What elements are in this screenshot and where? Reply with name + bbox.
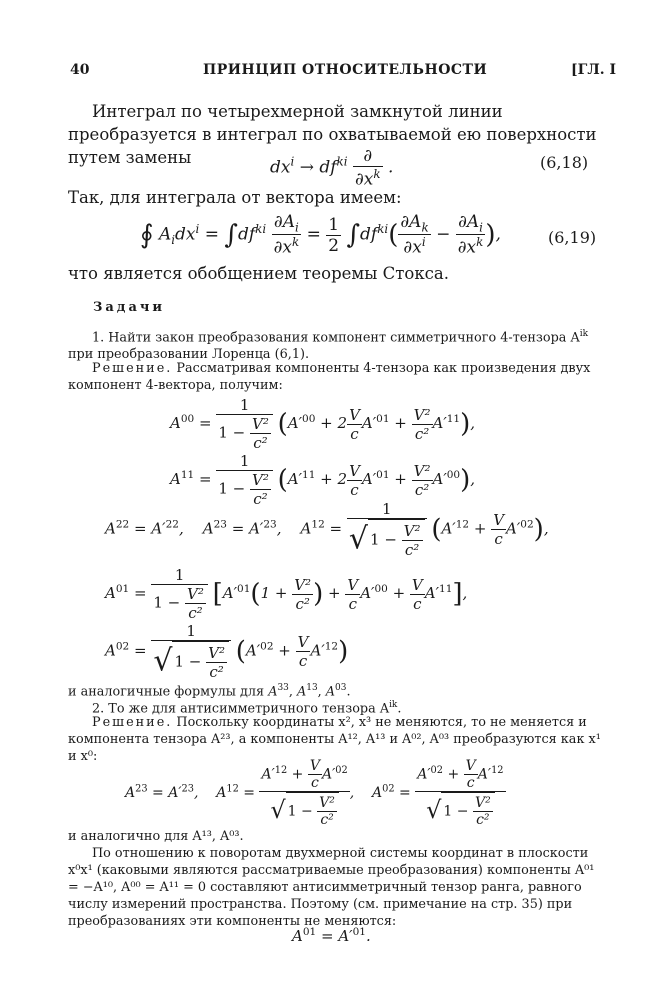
page-number: 40: [70, 62, 90, 78]
problem-2-text: 2. То же для антисимметричного тензора A: [92, 701, 390, 717]
formula-antisymmetric: $A^{23} = A'^{23}$, $A^{12}$ = $A'^{12}$ + $\frac{V}{c}$ $A'^{02}$ √ 1 − $\frac{\text{V²}}{\text{c²}}$ , $A^{02}$ = $A'^{02}$ + $\frac{V}{c}$ $A'^{12}$ √ 1 − $\frac{\text{V²}}{\text{c²}}$: [125, 758, 504, 828]
stokes-result: что является обобщением теоремы Стокса.: [68, 264, 449, 283]
problem-1-solution-text: Рассматривая компоненты 4-тензора как произведения двух компонент 4-вектора, получим:: [68, 361, 591, 393]
formula-A01: $A^{01}$ = 1 1 − $\frac{\text{V²}}{\text{c²}}$ [$A'^{01}(1$ + $\frac{\text{V²}}{\text{c²}}$ ) + $\frac{V}{c}$ $A'^{00}$ + $\frac{V}{c}$ $A'^{11}$],: [105, 566, 468, 622]
problem-1-text: 1. Найти закон преобразования компонент симметричного 4-тензора A: [92, 330, 580, 346]
formula-A02: $A^{02}$ = 1 √ 1 − $\frac{\text{V²}}{\text{c²}}$ ($A'^{02}$ + $\frac{V}{c}$ $A'^{12}$): [105, 622, 349, 681]
running-title: ПРИНЦИП ОТНОСИТЕЛЬНОСТИ: [203, 62, 488, 78]
problem-1-statement: [68, 326, 604, 363]
page-header: [70, 62, 616, 84]
chapter-marker: [ГЛ. I: [571, 62, 616, 78]
problems-heading: Задачи: [93, 300, 166, 315]
rotation-paragraph: По отношению к поворотам двухмерной системы координат в плоскости x⁰x¹ (каковыми являются рассматриваемые преобразования) компоненты A⁰¹ = −A¹⁰, A⁰⁰ = A¹¹ = 0 составляют антисимметричный тензор ранга, равного числу измерений пространства. Поэтому (см. примечание на стр. 35) при преобразованиях эти компоненты не меняются:: [68, 846, 595, 929]
similar-formulas-2: и аналогично для A¹³, A⁰³.: [68, 829, 244, 844]
similar-formulas-1: и аналогичные формулы для $A^{33}$, $A^{13}$, $A^{03}$.: [68, 683, 351, 700]
formula-A11: $A^{11}$ = 1 1 − $\frac{\text{V²}}{\text{c²}}$ ($A'^{11} + 2$ $\frac{V}{c}$ $A'^{01}$ + $\frac{\text{V²}}{\text{c²}}$ $A'^{00}$),: [170, 452, 476, 508]
stokes-intro: Так, для интеграла от вектора имеем:: [68, 188, 402, 207]
formula-A22-A23-A12: $A^{22} = A'^{22}$, $A^{23} = A'^{23}$, $A^{12}$ = 1 √ 1 − $\frac{\text{V²}}{\text{c²}}$ ($A'^{12}$ + $\frac{V}{c}$ $A'^{02}$),: [105, 500, 549, 559]
solution-label: Решение.: [92, 361, 173, 376]
equation-6-19: ∮ $A_idx^i = \int df^{ki}$ $\frac{\partial A_i}{\partial x^k}$ = $\frac{1}{2}$ $\int df^{ki}$( $\frac{\partial A_k}{\partial x^i}$ − $\frac{\partial A_i}{\partial x^k}$ ),: [140, 212, 501, 259]
problem-1-solution: [68, 360, 604, 394]
intro-paragraph: Интеграл по четырехмерной замкнутой линии преобразуется в интеграл по охватываемой ею поверхности путем замены: [68, 102, 597, 167]
problem-1-tail: при преобразовании Лоренца (6,1).: [68, 347, 310, 363]
formula-A00: $A^{00}$ = 1 1 − $\frac{\text{V²}}{\text{c²}}$ ($A'^{00} + 2$ $\frac{V}{c}$ $A'^{01}$ + $\frac{\text{V²}}{\text{c²}}$ $A'^{11}$),: [170, 396, 476, 452]
equation-number-6-18: (6,18): [540, 153, 589, 172]
problem-2-solution-text: Поскольку координаты x², x³ не меняются, то не меняется и компонента тензора A²³, а компоненты A¹², A¹³ и A⁰², A⁰³ преобразуются как x¹ и x⁰:: [68, 715, 601, 764]
problem-1-sup: ik: [579, 329, 588, 339]
problem-2-statement: 2. То же для антисимметричного тензора $A^{ik}$.: [92, 700, 402, 717]
solution-label-2: Решение.: [92, 715, 173, 730]
formula-final: $A^{01} = A'^{01}$.: [292, 926, 371, 945]
equation-number-6-19: (6,19): [548, 228, 597, 247]
equation-6-18: $dx^i \to df^{ki}$ $\frac{\partial}{\partial x^k}$ .: [270, 146, 394, 190]
problem-2-sup: ik: [389, 700, 398, 710]
